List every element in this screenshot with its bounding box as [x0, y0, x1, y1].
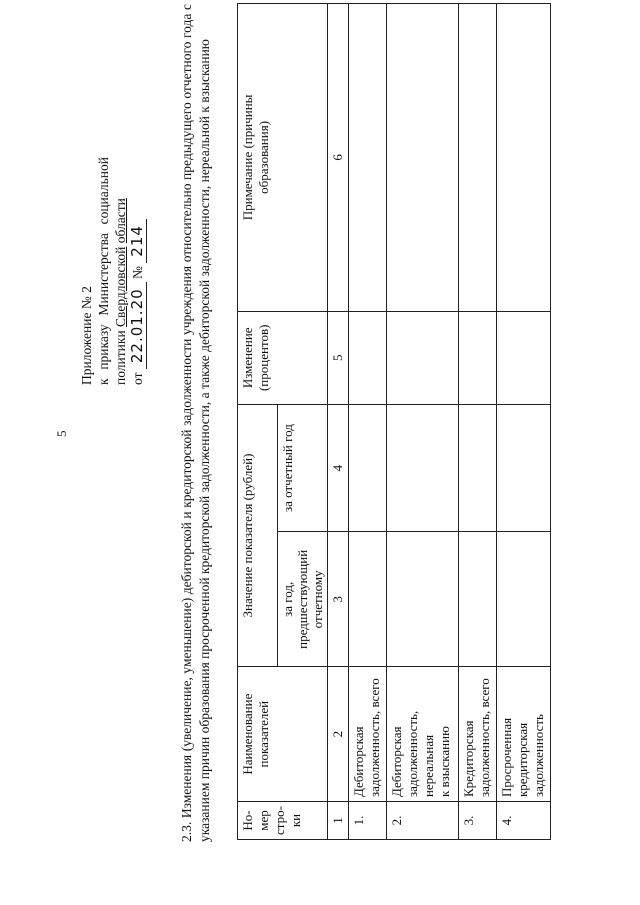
header-report-year: за отчетный год [278, 404, 328, 532]
row-name: Дебиторская задолженность, всего [349, 667, 387, 802]
row-number: 4. [497, 802, 551, 840]
cell-prev-year [459, 532, 497, 667]
column-number: 2 [328, 667, 349, 802]
cell-note [459, 4, 497, 312]
appendix-from: от [130, 372, 145, 385]
column-number: 5 [328, 311, 349, 404]
column-number: 6 [328, 4, 349, 312]
cell-change [459, 311, 497, 404]
table-row [497, 4, 551, 840]
cell-prev-year [349, 532, 387, 667]
column-number: 3 [328, 532, 349, 667]
cell-prev-year [497, 532, 551, 667]
table-row [387, 4, 459, 840]
row-name: Дебиторская задолженность, нереальная к взысканию [387, 667, 459, 802]
header-indicator-value: Значение показателя (рублей) [238, 404, 278, 667]
column-number: 1 [328, 802, 349, 840]
cell-change [349, 311, 387, 404]
row-number: 1. [349, 802, 387, 840]
header-row-1 [238, 4, 278, 840]
row-number: 3. [459, 802, 497, 840]
cell-report-year [349, 404, 387, 532]
cell-report-year [497, 404, 551, 532]
header-row-number: Но- мер стро- ки [238, 802, 328, 840]
cell-change [497, 311, 551, 404]
header-note: Примечание (причины образования) [238, 4, 328, 312]
column-number-row [328, 4, 349, 840]
appendix-line-org [112, 5, 129, 385]
cell-report-year [387, 404, 459, 532]
row-number: 2. [387, 802, 459, 840]
appendix-title: Приложение № 2 [79, 286, 94, 385]
table-row [459, 4, 497, 840]
header-prev-year: за год, предшествующий отчетному [278, 532, 328, 667]
appendix-oblast: области [113, 198, 128, 244]
row-name: Кредиторская задолженность, всего [459, 667, 497, 802]
page-number: 5 [54, 430, 69, 437]
row-name: Просроченная кредиторская задолженность [497, 667, 551, 802]
handwritten-number: 214 [128, 219, 147, 263]
appendix-line-date [129, 5, 146, 385]
cell-report-year [459, 404, 497, 532]
appendix-region: Свердловской [113, 246, 128, 327]
cell-note [349, 4, 387, 312]
handwritten-date: 22.01.20 [128, 282, 147, 369]
cell-note [497, 4, 551, 312]
header-indicator-name: Наименование показателей [238, 667, 328, 802]
header-change: Изменение (процентов) [238, 311, 328, 404]
appendix-block [78, 5, 146, 385]
table-row [349, 4, 387, 840]
cell-note [387, 4, 459, 312]
appendix-number-sign: № [130, 266, 145, 279]
debt-table [237, 3, 551, 840]
column-number: 4 [328, 404, 349, 532]
section-heading: 2.3. Изменения (увеличение, уменьшение) дебиторской и кредиторской задолженности учреждения относительно предыдущего отчетного года с указанием причин образования просроченной кредиторской задолженности, а также дебиторской задолженности, нереальной к взысканию [179, 4, 212, 842]
cell-prev-year [387, 532, 459, 667]
appendix-politics: политики [113, 330, 128, 385]
appendix-line-ministry: к приказу Министерства социальной [96, 157, 111, 385]
cell-change [387, 311, 459, 404]
